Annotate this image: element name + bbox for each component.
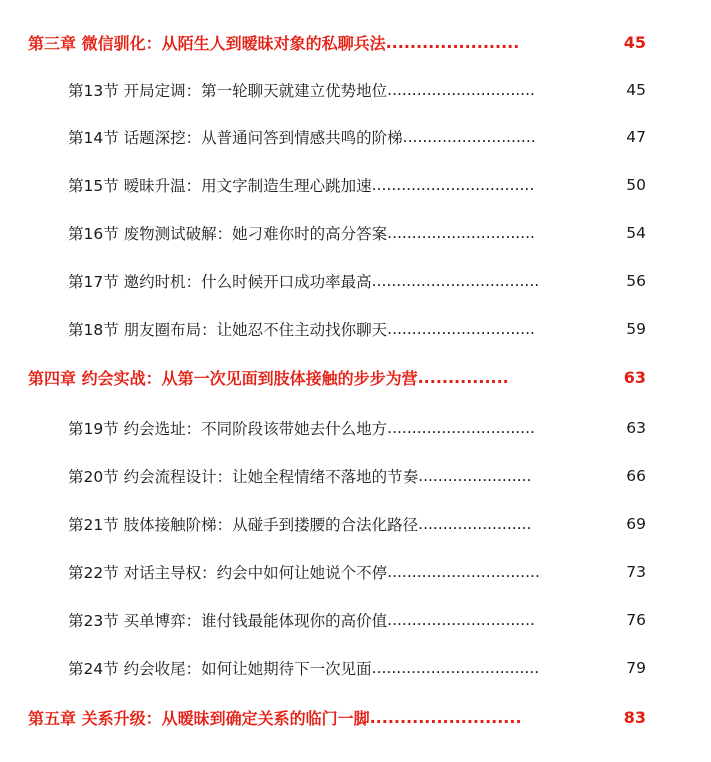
toc-section-entry[interactable]: [0, 413, 711, 443]
toc-section-entry[interactable]: [0, 266, 711, 296]
section-title: 第18节 朋友圈布局：让她忍不住主动找你聊天: [68, 321, 388, 339]
page-number: 59: [626, 320, 646, 338]
chapter-title: 第三章 微信驯化：从陌生人到暧昧对象的私聊兵法: [28, 33, 386, 53]
section-title: 第23节 买单博弈：谁付钱最能体现你的高价值: [68, 612, 388, 630]
page-number: 47: [626, 128, 646, 146]
toc-section-entry[interactable]: [0, 314, 711, 344]
dot-leader: ...........................: [402, 128, 536, 146]
dot-leader: ..............................: [387, 419, 535, 437]
section-title: 第15节 暧昧升温：用文字制造生理心跳加速: [68, 177, 372, 195]
toc-chapter-entry[interactable]: [0, 362, 711, 392]
dot-leader: ..............................: [387, 611, 535, 629]
toc-section-entry[interactable]: [0, 170, 711, 200]
toc-section-entry[interactable]: [0, 605, 711, 635]
toc-chapter-entry[interactable]: [0, 702, 711, 732]
toc-section-entry[interactable]: [0, 122, 711, 152]
toc-section-entry[interactable]: [0, 653, 711, 683]
dot-leader: .........................: [369, 707, 522, 727]
page-number: 56: [626, 272, 646, 290]
dot-leader: ...............: [417, 367, 509, 387]
page-number: 54: [626, 224, 646, 242]
dot-leader: ..............................: [387, 81, 535, 99]
page-number: 45: [626, 81, 646, 99]
dot-leader: ..................................: [371, 659, 540, 677]
section-title: 第13节 开局定调：第一轮聊天就建立优势地位: [68, 82, 388, 100]
section-title: 第17节 邀约时机：什么时候开口成功率最高: [68, 273, 372, 291]
page-number: 50: [626, 176, 646, 194]
page-number: 83: [623, 707, 646, 727]
page-number: 76: [626, 611, 646, 629]
page-number: 63: [623, 367, 646, 387]
page-number: 69: [626, 515, 646, 533]
section-title: 第21节 肢体接触阶梯：从碰手到搂腰的合法化路径: [68, 516, 419, 534]
dot-leader: ..................................: [371, 272, 540, 290]
dot-leader: .......................: [418, 467, 532, 485]
toc-section-entry[interactable]: [0, 218, 711, 248]
toc-chapter-entry[interactable]: [0, 27, 711, 57]
page-number: 45: [623, 32, 646, 52]
page-number: 66: [626, 467, 646, 485]
toc-section-entry[interactable]: [0, 557, 711, 587]
chapter-title: 第四章 约会实战：从第一次见面到肢体接触的步步为营: [28, 368, 418, 388]
toc-section-entry[interactable]: [0, 461, 711, 491]
page-number: 79: [626, 659, 646, 677]
dot-leader: .......................: [418, 515, 532, 533]
section-title: 第22节 对话主导权：约会中如何让她说个不停: [68, 564, 388, 582]
dot-leader: .................................: [371, 176, 535, 194]
dot-leader: ......................: [385, 32, 520, 52]
chapter-title: 第五章 关系升级：从暧昧到确定关系的临门一脚: [28, 708, 370, 728]
dot-leader: ..............................: [387, 320, 535, 338]
section-title: 第20节 约会流程设计：让她全程情绪不落地的节奏: [68, 468, 419, 486]
dot-leader: ...............................: [387, 563, 540, 581]
page-number: 63: [626, 419, 646, 437]
page-number: 73: [626, 563, 646, 581]
toc-section-entry[interactable]: [0, 75, 711, 105]
section-title: 第19节 约会选址：不同阶段该带她去什么地方: [68, 420, 388, 438]
toc-section-entry[interactable]: [0, 509, 711, 539]
section-title: 第14节 话题深挖：从普通问答到情感共鸣的阶梯: [68, 129, 403, 147]
section-title: 第24节 约会收尾：如何让她期待下一次见面: [68, 660, 372, 678]
section-title: 第16节 废物测试破解：她刁难你时的高分答案: [68, 225, 388, 243]
dot-leader: ..............................: [387, 224, 535, 242]
